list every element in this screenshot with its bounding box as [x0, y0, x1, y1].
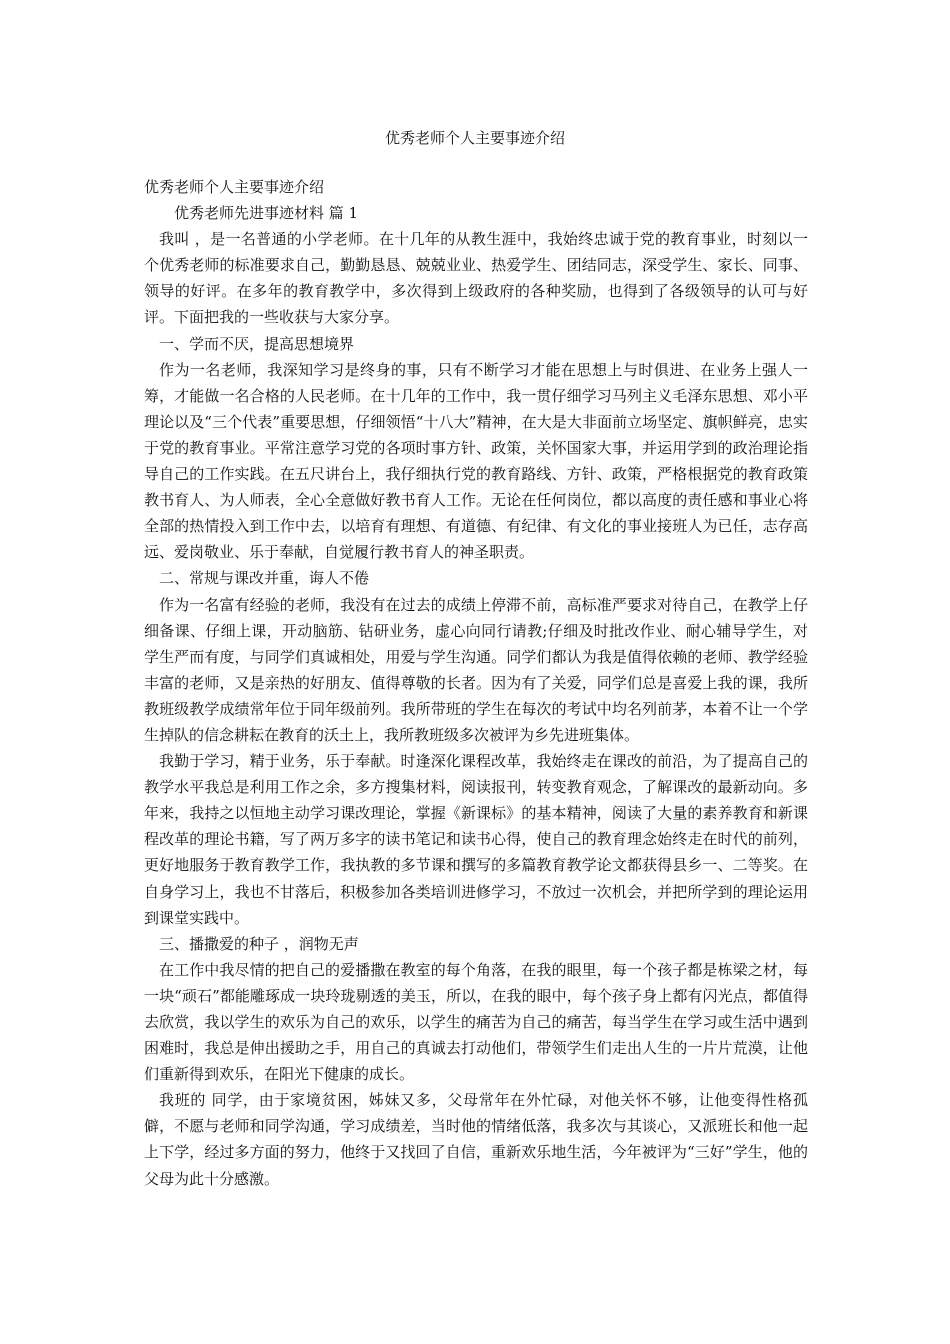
- page-title: 优秀老师个人主要事迹介绍: [384, 129, 565, 147]
- section-2-paragraph-1: 作为一名富有经验的老师，我没有在过去的成绩上停滞不前，高标准严要求对待自己，在教学上仔细备课、仔细上课，开动脑筋、钻研业务，虚心向同行请教;仔细及时批改作业、耐心辅导学生，对学生严而有度，与同学们真诚相处，用爱与学生沟通。同学们都认为我是值得依赖的老师、教学经验丰富的老师，又是亲热的好朋友、值得尊敬的长者。因为有了关爱，同学们总是喜爱上我的课，我所教班级教学成绩常年位于同年级前列。我所带班的学生在每次的考试中均名列前茅，本着不让一个学生掉队的信念耕耘在教育的沃土上，我所教班级多次被评为乡先进班集体。: [144, 595, 808, 744]
- section-heading-3: 三、播撒爱的种子 ，润物无声: [159, 934, 359, 953]
- material-label: 优秀老师先进事迹材料 篇 1: [174, 204, 359, 223]
- intro-paragraph: 我叫 ，是一名普通的小学老师。在十几年的从教生涯中，我始终忠诚于党的教育事业，时刻以一个优秀老师的标准要求自己，勤勤恳恳、兢兢业业、热爱学生、团结同志，深受学生、家长、同事、领导的好评。在多年的教育教学中，多次得到上级政府的各种奖励，也得到了各级领导的认可与好评。下面把我的一些收获与大家分享。: [144, 230, 808, 327]
- section-heading-2: 二、常规与课改并重，诲人不倦: [159, 569, 370, 588]
- section-3-paragraph-2: 我班的 同学，由于家境贫困，姊妹又多，父母常年在外忙碌，对他关怀不够，让他变得性格孤僻，不愿与老师和同学沟通，学习成绩差，当时他的情绪低落，我多次与其谈心，又派班长和他一起上下学，经过多方面的努力，他终于又找回了自信，重新欢乐地生活，今年被评为“三好”学生，他的父母为此十分感激。: [144, 1091, 808, 1188]
- document-subtitle: 优秀老师个人主要事迹介绍: [144, 178, 325, 196]
- section-3-paragraph-1: 在工作中我尽情的把自己的爱播撒在教室的每个角落，在我的眼里，每一个孩子都是栋梁之材，每一块“顽石”都能雕琢成一块玲珑剔透的美玉，所以，在我的眼中，每个孩子身上都有闪光点，都值得去欣赏，我以学生的欢乐为自己的欢乐，以学生的痛苦为自己的痛苦，每当学生在学习或生活中遇到困难时，我总是伸出援助之手，用自己的真诚去打动他们，带领学生们走出人生的一片片荒漠，让他们重新得到欢乐，在阳光下健康的成长。: [144, 960, 808, 1084]
- section-heading-1: 一、学而不厌，提高思想境界: [159, 334, 355, 353]
- document-body: [144, 174, 808, 1192]
- section-2-paragraph-2: 我勤于学习，精于业务，乐于奉献。时逢深化课程改革，我始终走在课改的前沿，为了提高自己的教学水平我总是利用工作之余，多方搜集材料，阅读报刊，转变教育观念，了解课改的最新动向。多年来，我持之以恒地主动学习课改理论，掌握《新课标》的基本精神，阅读了大量的素养教育和新课程改革的理论书籍，写了两万多字的读书笔记和读书心得，使自己的教育理念始终走在时代的前列，更好地服务于教育教学工作，我执教的多节课和撰写的多篇教育教学论文都获得县乡一、二等奖。在自身学习上，我也不甘落后，积极参加各类培训进修学习，不放过一次机会，并把所学到的理论运用到课堂实践中。: [144, 752, 808, 927]
- section-1-paragraph: 作为一名老师，我深知学习是终身的事，只有不断学习才能在思想上与时俱进、在业务上强人一筹，才能做一名合格的人民老师。在十几年的工作中，我一贯仔细学习马列主义毛泽东思想、邓小平理论以及“三个代表”重要思想，仔细领悟“十八大”精神，在大是大非面前立场坚定、旗帜鲜亮，忠实于党的教育事业。平常注意学习党的各项时事方针、政策，关怀国家大事，并运用学到的政治理论指导自己的工作实践。在五尺讲台上，我仔细执行党的教育路线、方针、政策，严格根据党的教育政策教书育人、为人师表，全心全意做好教书育人工作。无论在任何岗位，都以高度的责任感和事业心将全部的热情投入到工作中去，以培育有理想、有道德、有纪律、有文化的事业接班人为已任，志存高远、爱岗敬业、乐于奉献，自觉履行教书育人的神圣职责。: [144, 360, 808, 562]
